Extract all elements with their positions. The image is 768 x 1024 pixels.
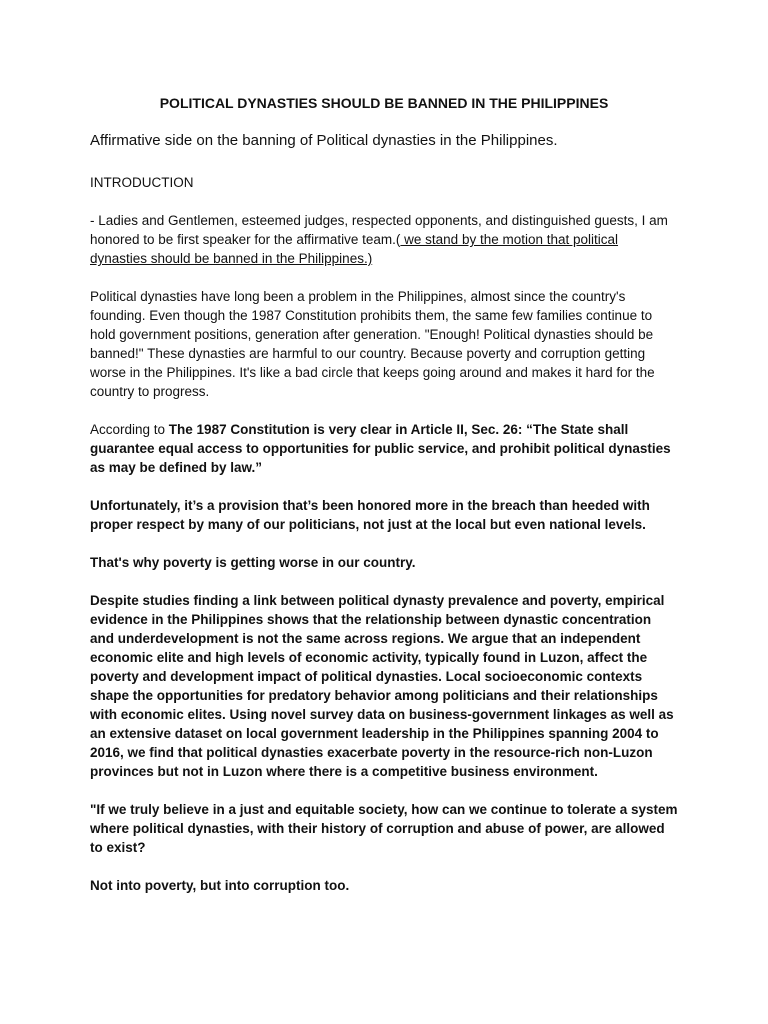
paragraph-closing: Not into poverty, but into corruption too.	[90, 878, 350, 893]
paragraph-poverty: That's why poverty is getting worse in our country.	[90, 555, 416, 570]
constitution-lead: According to	[90, 422, 169, 437]
paragraph-question: "If we truly believe in a just and equitable society, how can we continue to tolerate a system where political dynasties, with their history of corruption and abuse of power, are allowed to exist?	[90, 802, 678, 855]
paragraph-provision: Unfortunately, it’s a provision that’s been honored more in the breach than heeded with proper respect by many of our politicians, not just at the local but even national levels.	[90, 498, 650, 532]
motion-statement: we stand by the motion that political dynasties should be banned in the Philippines.)	[90, 232, 619, 266]
document-title: POLITICAL DYNASTIES SHOULD BE BANNED IN THE PHILIPPINES	[159, 95, 609, 111]
constitution-quote: The 1987 Constitution is very clear in Article II, Sec. 26: “The State shall guarantee equal access to opportunities for public service, and prohibit political dynasties as may be defined by law.”	[90, 422, 671, 475]
paragraph-opening	[90, 211, 678, 268]
intro-heading: INTRODUCTION	[90, 175, 194, 190]
paragraph-constitution	[90, 420, 678, 477]
paragraph-evidence: Despite studies finding a link between political dynasty prevalence and poverty, empirical evidence in the Philippines shows that the relationship between dynastic concentration and underdevelopment is not the same across regions. We argue that an independent economic elite and high levels of economic activity, typically found in Luzon, affect the poverty and development impact of political dynasties. Local socioeconomic contexts shape the opportunities for predatory behavior among politicians and their relationships with economic elites. Using novel survey data on business-government linkages as well as an extensive dataset on local government leadership in the Philippines spanning 2004 to 2016, we find that political dynasties exacerbate poverty in the resource-rich non-Luzon provinces but not in Luzon where there is a competitive business environment.	[90, 593, 674, 779]
document-subtitle: Affirmative side on the banning of Political dynasties in the Philippines.	[90, 132, 558, 149]
opening-text: - Ladies and Gentlemen, esteemed judges, respected opponents, and distinguished guests, I am honored to be first speaker for the affirmative team.(	[90, 213, 668, 247]
paragraph-background: Political dynasties have long been a problem in the Philippines, almost since the country's founding. Even though the 1987 Constitution prohibits them, the same few families continue to hold government positions, generation after generation. "Enough! Political dynasties should be banned!" These dynasties are harmful to our country. Because poverty and corruption getting worse in the Philippines. It's like a bad circle that keeps going around and makes it hard for the country to progress.	[90, 289, 655, 399]
